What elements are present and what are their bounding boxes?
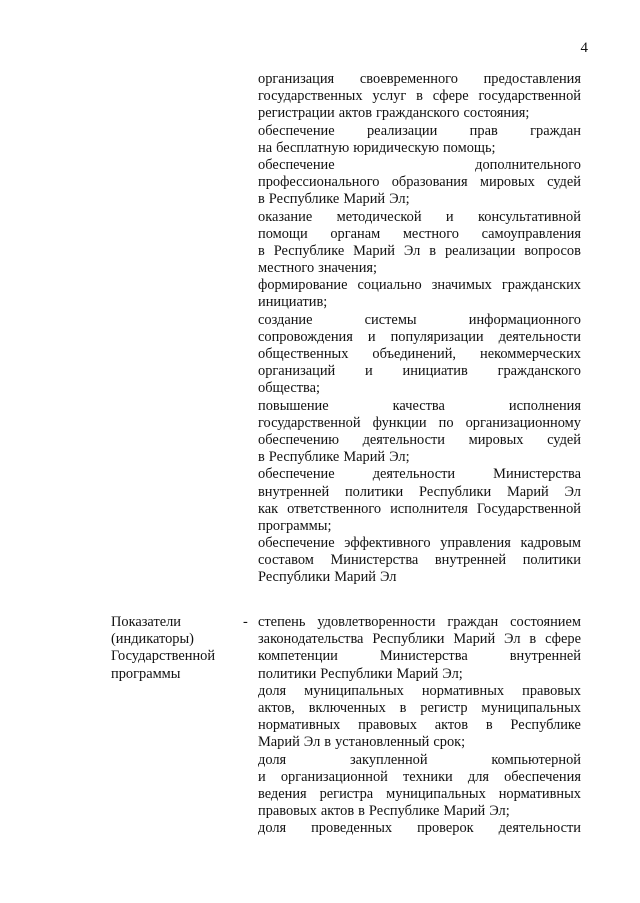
word: деятельности <box>362 431 445 448</box>
word: помощи <box>258 225 308 242</box>
text-line <box>258 243 581 260</box>
word: граждан <box>447 614 499 630</box>
word: Эл <box>303 734 321 751</box>
word: образования <box>391 174 468 191</box>
word: политики <box>344 483 404 500</box>
word: исполнения <box>508 397 581 414</box>
word: гражданских <box>501 277 581 294</box>
word: значимых <box>431 277 492 294</box>
text-line <box>258 683 581 700</box>
indicators-text-block <box>258 614 581 837</box>
word: по <box>438 414 454 431</box>
word: государственных <box>258 88 363 105</box>
word: программы; <box>258 517 332 534</box>
word: повышение <box>258 397 329 414</box>
word: Марий <box>353 242 395 259</box>
word: Марий <box>258 734 300 751</box>
word: Республики <box>419 483 492 500</box>
label-line: Государственной <box>111 648 216 665</box>
word: бесплатную <box>276 139 350 156</box>
word: в <box>358 803 365 820</box>
word: самоуправления <box>481 225 581 242</box>
word: сопровождения <box>258 328 353 345</box>
goals-text-block <box>258 71 581 587</box>
word: в <box>485 717 493 734</box>
word: муниципальных <box>481 699 581 716</box>
word: формирование <box>258 277 348 294</box>
word: организация <box>258 71 335 87</box>
word: Республики <box>320 665 393 682</box>
text-line <box>258 312 581 329</box>
word: включенных <box>308 699 386 716</box>
text-line <box>258 363 581 380</box>
text-line <box>258 88 581 105</box>
word: правовых <box>522 682 581 699</box>
text-line <box>258 648 581 665</box>
word: сфере <box>545 631 581 648</box>
word: как <box>258 500 279 517</box>
word: Марий <box>334 569 376 586</box>
word: организаций <box>258 363 336 380</box>
word: в <box>324 734 332 751</box>
word: составом <box>258 552 314 569</box>
word: политики <box>258 665 317 682</box>
text-line <box>258 277 581 294</box>
word: предоставления <box>483 71 581 87</box>
text-line <box>258 174 581 191</box>
text-line <box>258 209 581 226</box>
word: системы <box>364 311 417 328</box>
word: степень <box>258 614 306 630</box>
page-number: 4 <box>580 40 588 56</box>
word: нормативных <box>421 682 505 699</box>
word: Республики <box>258 569 331 586</box>
text-line <box>258 700 581 717</box>
text-line <box>258 484 581 501</box>
word: доля <box>258 682 287 699</box>
word: регистрации <box>258 105 335 122</box>
word: проверок <box>417 820 474 837</box>
text-line <box>258 466 581 483</box>
word: актов <box>434 717 468 734</box>
word: функции <box>372 414 427 431</box>
word: муниципальных <box>304 682 404 699</box>
word: техники <box>402 768 453 785</box>
word: мировых <box>479 174 535 191</box>
word: актов, <box>258 699 295 716</box>
word: управления <box>440 535 511 552</box>
word: Марий <box>506 483 549 500</box>
word: Эл <box>403 242 421 259</box>
word: обеспечению <box>258 431 339 448</box>
word: регистра <box>319 785 374 802</box>
word: эффективного <box>344 535 431 552</box>
word: некоммерческих <box>480 346 581 362</box>
word: состоянием <box>510 614 581 630</box>
text-line <box>258 803 581 820</box>
word: обеспечение <box>258 535 335 552</box>
text-line <box>258 260 581 277</box>
word: правовых <box>358 717 417 734</box>
word: обеспечение <box>258 156 335 173</box>
text-line <box>258 398 581 415</box>
word: внутренней <box>434 552 507 569</box>
word: гражданского <box>497 363 581 380</box>
word: внутренней <box>258 483 330 500</box>
word: местного <box>258 260 315 277</box>
word: и <box>258 768 266 785</box>
word: в <box>429 242 437 259</box>
text-line <box>258 752 581 769</box>
word: информационного <box>468 311 581 328</box>
word: в <box>258 191 265 208</box>
text-line <box>258 535 581 552</box>
word: консультативной <box>477 208 581 225</box>
word: Эл <box>504 631 521 648</box>
word: Республики <box>372 631 445 648</box>
text-line <box>258 518 581 535</box>
word: обеспечения <box>504 768 581 785</box>
word: актов <box>320 803 355 820</box>
word: политики <box>522 552 581 569</box>
word: инициатив <box>402 363 468 380</box>
text-line <box>258 734 581 751</box>
word: законодательства <box>258 631 364 648</box>
word: обеспечение <box>258 466 335 483</box>
label-line: Показатели <box>111 614 182 630</box>
text-line <box>258 786 581 803</box>
word: в <box>258 449 265 466</box>
word: обеспечение <box>258 122 335 139</box>
word: Министерства <box>379 648 468 665</box>
word: социально <box>357 277 422 294</box>
word: для <box>467 768 489 785</box>
word: прав <box>469 122 498 139</box>
word: деятельности <box>372 466 456 483</box>
word: органам <box>330 225 381 242</box>
text-line <box>258 415 581 432</box>
word: Марий <box>343 449 386 466</box>
text-line <box>258 123 581 140</box>
word: Эл <box>564 483 581 500</box>
indicators-label <box>111 614 241 683</box>
label-line: (индикаторы) <box>111 631 194 648</box>
word: в <box>529 631 537 648</box>
word: Министерства <box>493 466 581 483</box>
word: Государственной <box>476 500 581 517</box>
word: создание <box>258 311 313 328</box>
word: в <box>258 242 265 259</box>
word: своевременного <box>359 71 458 87</box>
word: установленный <box>335 734 430 751</box>
text-line <box>258 294 581 311</box>
word: качества <box>392 397 445 414</box>
word: значения; <box>318 260 378 277</box>
word: доля <box>258 751 287 768</box>
word: исполнителя <box>390 500 468 517</box>
word: ведения <box>258 785 307 802</box>
text-line <box>258 329 581 346</box>
word: реализации <box>366 122 438 139</box>
word: вопросов <box>524 242 581 259</box>
word: Эл; <box>489 803 510 820</box>
text-line <box>258 432 581 449</box>
text-line <box>258 105 581 122</box>
word: оказание <box>258 208 313 225</box>
word: государственной <box>478 88 581 105</box>
word: в <box>399 699 407 716</box>
word: Марий <box>443 803 486 820</box>
word: Республике <box>273 242 345 259</box>
word: проведенных <box>311 820 393 837</box>
word: и <box>367 328 376 345</box>
word: нормативных <box>498 785 581 802</box>
word: компетенции <box>258 648 338 665</box>
text-line <box>258 140 581 157</box>
text-line <box>258 191 581 208</box>
text-line <box>258 157 581 174</box>
word: Марий <box>453 631 496 648</box>
word: организационной <box>280 768 388 785</box>
word: и <box>445 208 454 225</box>
word: регистр <box>420 699 468 716</box>
word: реализации <box>444 242 516 259</box>
word: государственной <box>258 414 361 431</box>
word: в <box>416 88 423 105</box>
word: Марий <box>396 665 439 682</box>
text-line <box>258 552 581 569</box>
text-line <box>258 631 581 648</box>
text-line <box>258 569 581 586</box>
word: услуг <box>372 88 407 105</box>
word: местного <box>402 225 459 242</box>
word: судей <box>547 431 581 448</box>
word: мировых <box>468 431 524 448</box>
text-line <box>258 501 581 518</box>
word: внутренней <box>509 648 581 665</box>
text-line <box>258 820 581 837</box>
word: состояния; <box>463 105 530 122</box>
word: компьютерной <box>491 751 581 768</box>
word: общества; <box>258 380 321 397</box>
word: Республике <box>268 449 340 466</box>
word: актов <box>338 105 373 122</box>
word: методической <box>336 208 422 225</box>
word: Эл; <box>442 665 463 682</box>
word: профессионального <box>258 174 380 191</box>
word: юридическую <box>353 139 439 156</box>
word: закупленной <box>349 751 428 768</box>
word: гражданского <box>376 105 460 122</box>
text-line <box>258 71 581 88</box>
word: Эл <box>379 569 397 586</box>
word: популяризации <box>390 328 484 345</box>
word: муниципальных <box>386 785 486 802</box>
text-line <box>258 614 581 631</box>
word: Республике <box>268 191 340 208</box>
word: Эл; <box>389 449 410 466</box>
word: общественных <box>258 346 349 362</box>
text-line <box>258 666 581 683</box>
word: судей <box>547 174 581 191</box>
word: кадровым <box>520 535 581 552</box>
word: ответственного <box>287 500 382 517</box>
word: граждан <box>530 122 581 139</box>
indicators-dash <box>243 614 253 631</box>
word: доля <box>258 820 287 837</box>
label-line: программы <box>111 665 181 682</box>
word: деятельности <box>498 328 581 345</box>
word: Республике <box>510 717 581 734</box>
text-line <box>258 717 581 734</box>
text-line <box>258 769 581 786</box>
text-line <box>258 226 581 243</box>
text-line <box>258 346 581 363</box>
word: объединений, <box>372 346 457 362</box>
word: на <box>258 139 273 156</box>
word: организационному <box>465 414 581 431</box>
word: Эл; <box>389 191 410 208</box>
word: правовых <box>258 803 317 820</box>
word: Министерства <box>330 552 419 569</box>
text-line <box>258 380 581 397</box>
dash-text: - <box>243 614 248 630</box>
word: дополнительного <box>475 156 581 173</box>
word: Марий <box>343 191 386 208</box>
word: Республике <box>368 803 440 820</box>
word: инициатив; <box>258 294 328 311</box>
word: деятельности <box>498 820 581 837</box>
word: удовлетворенности <box>317 614 436 630</box>
word: сфере <box>432 88 469 105</box>
word: нормативных <box>258 717 341 734</box>
word: и <box>365 363 373 380</box>
word: помощь; <box>442 139 496 156</box>
word: срок; <box>433 734 466 751</box>
text-line <box>258 449 581 466</box>
